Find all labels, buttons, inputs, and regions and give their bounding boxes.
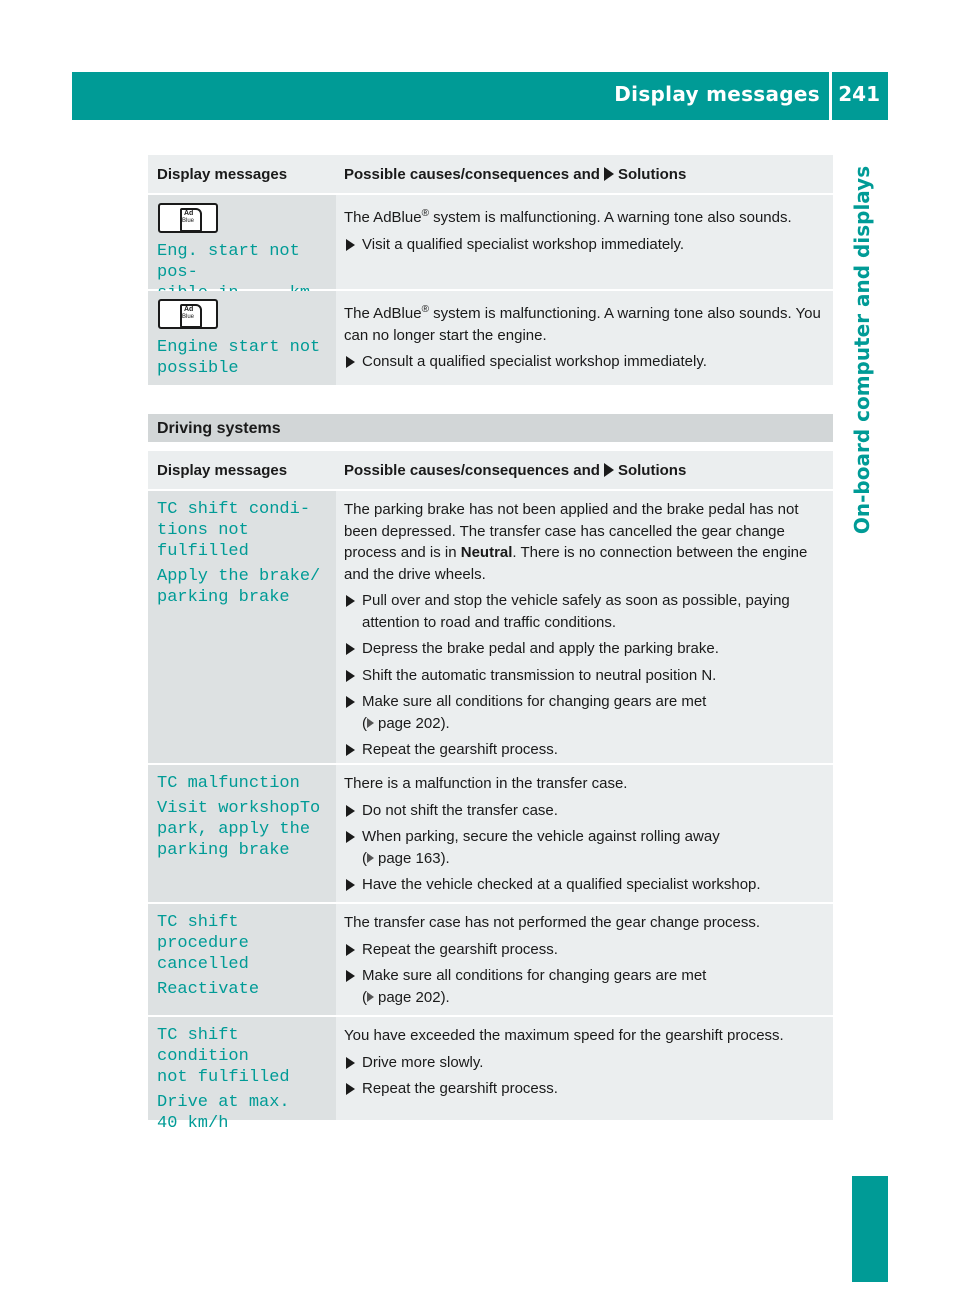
solution-step: Make sure all conditions for changing gears are met ( page 202). [344,691,827,734]
message-cell [148,491,336,763]
header-divider [829,72,832,120]
side-tab-label: On-board computer and displays [850,165,874,535]
page-reference: page 202). [378,714,450,732]
message-cell [148,1017,336,1133]
page-reference-icon [367,853,374,863]
header-causes: Possible causes/consequences and Solutions [336,155,833,193]
cause-cell [336,291,833,385]
cause-cell [336,195,833,289]
solution-step: Consult a qualified specialist workshop immediately. [344,351,827,373]
display-message: Engine start not possible [157,338,321,378]
table-row [148,904,833,1017]
cause-cell [336,1017,833,1120]
cause-text: The parking brake has not been applied and the brake pedal has not been depressed. The transfer case has cancelled the gear change process and is in Neutral. There is no connection between the engine and the drive wheels. [344,501,808,583]
solution-step: Have the vehicle checked at a qualified specialist workshop. [344,874,827,896]
page-reference: page 202). [378,988,450,1006]
cause-cell [336,765,833,902]
table-row [148,195,833,291]
section-heading [148,414,833,442]
arrow-icon [604,167,614,181]
solution-step: Pull over and stop the vehicle safely as soon as possible, paying attention to road and traffic conditions. [344,590,827,633]
header-title: Display messages [614,82,820,106]
solution-step: Make sure all conditions for changing gears are met ( page 202). [344,965,827,1008]
header-display-messages: Display messages [148,451,336,489]
display-message: Eng. start not pos‑ [157,242,300,282]
side-tab [836,160,888,540]
table-row [148,291,833,387]
message-cell [148,904,336,1015]
message-cell [148,195,336,289]
solution-step: Depress the brake pedal and apply the parking brake. [344,638,827,660]
cause-text: There is a malfunction in the transfer case. [344,775,628,792]
arrow-icon [604,463,614,477]
section-title: Driving systems [157,420,281,437]
solution-step: Repeat the gearshift process. [344,1078,827,1100]
adblue-icon: Ad Blue [158,203,218,233]
message-cell [148,291,336,385]
display-message-instruction: Reactivate [157,980,260,999]
solution-step: Repeat the gearshift process. [344,939,827,961]
cause-text: The AdBlue® system is malfunctioning. A warning tone also sounds. [344,208,792,226]
page-reference: page 163). [378,849,450,867]
page-number: 241 [838,82,880,106]
display-message: TC shift condi‑ tions not fulfilled [157,500,311,561]
cause-cell [336,904,833,1015]
solution-step: Do not shift the transfer case. [344,800,827,822]
page-reference-icon [367,718,374,728]
side-tab-marker [852,1176,888,1282]
display-message: TC shift condition not fulfilled [157,1026,290,1087]
page-reference-icon [367,992,374,1002]
table-row [148,1017,833,1133]
cause-text: You have exceeded the maximum speed for the gearshift process. [344,1027,784,1044]
display-message-instruction: Visit workshopTo park, apply the parking brake [157,799,321,860]
display-message: TC shift procedure cancelled [157,913,249,974]
cause-text: The AdBlue® system is malfunctioning. A warning tone also sounds. You can no longer start the engine. [344,304,821,344]
table-row [148,491,833,765]
display-messages-table-adblue [148,155,833,387]
solution-step: When parking, secure the vehicle against rolling away ( page 163). [344,826,827,869]
solution-step: Drive more slowly. [344,1052,827,1074]
display-message-instruction: Drive at max. 40 km/h [157,1093,290,1133]
solution-step: Shift the automatic transmission to neutral position N. [344,665,827,687]
solution-step: Repeat the gearshift process. [344,739,827,761]
display-messages-table-driving [148,451,833,1133]
header-display-messages: Display messages [148,155,336,193]
cause-cell [336,491,833,763]
message-cell [148,765,336,902]
table-row [148,765,833,904]
header-causes: Possible causes/consequences and Solutions [336,451,833,489]
adblue-icon: Ad Blue [158,299,218,329]
table-header-row [148,451,833,491]
solution-step: Visit a qualified specialist workshop immediately. [344,234,827,256]
display-message-instruction: Apply the brake/ parking brake [157,567,321,607]
page-header [72,72,888,120]
display-message: TC malfunction [157,774,300,793]
table-header-row [148,155,833,195]
cause-text: The transfer case has not performed the gear change process. [344,914,761,931]
